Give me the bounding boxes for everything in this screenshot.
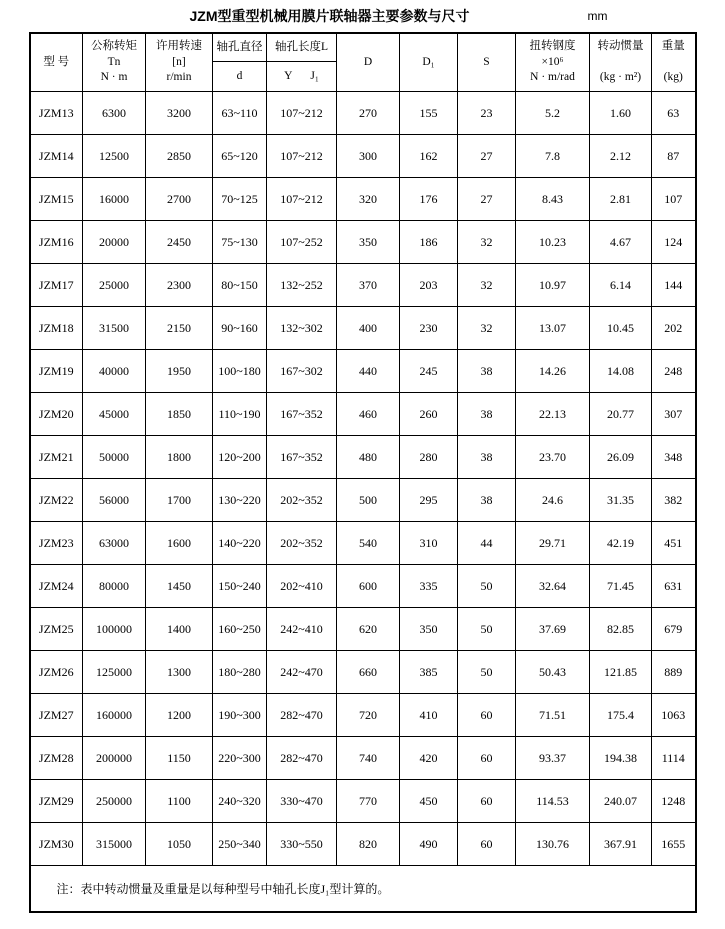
value-cell: 200000 [83, 737, 146, 780]
value-cell: 720 [337, 694, 400, 737]
value-cell: 50 [458, 651, 516, 694]
value-cell: 1600 [146, 522, 213, 565]
value-cell: 220~300 [213, 737, 267, 780]
value-cell: 245 [400, 350, 458, 393]
value-cell: 32 [458, 307, 516, 350]
value-cell: 186 [400, 221, 458, 264]
value-cell: 400 [337, 307, 400, 350]
value-cell: 32 [458, 221, 516, 264]
value-cell: 620 [337, 608, 400, 651]
header-line: Y [284, 69, 293, 82]
table-row [30, 780, 696, 823]
value-cell: 348 [652, 436, 696, 479]
table-row [30, 92, 696, 135]
value-cell: 31.35 [590, 479, 652, 522]
value-cell: 80000 [83, 565, 146, 608]
table-row [30, 479, 696, 522]
model-cell: JZM20 [30, 393, 83, 436]
value-cell: 1700 [146, 479, 213, 522]
value-cell: 2850 [146, 135, 213, 178]
title-row [30, 6, 696, 30]
header-line: N · m/rad [530, 71, 575, 84]
value-cell: 60 [458, 823, 516, 866]
value-cell: 42.19 [590, 522, 652, 565]
col-header-weight [652, 33, 696, 92]
value-cell: 450 [400, 780, 458, 823]
model-cell: JZM16 [30, 221, 83, 264]
value-cell: 93.37 [516, 737, 590, 780]
model-cell: JZM17 [30, 264, 83, 307]
value-cell: 175.4 [590, 694, 652, 737]
model-cell: JZM27 [30, 694, 83, 737]
value-cell: 330~470 [267, 780, 337, 823]
value-cell: 1450 [146, 565, 213, 608]
header-line: D [363, 55, 373, 68]
value-cell: 1150 [146, 737, 213, 780]
parameters-table [29, 32, 697, 913]
model-cell: JZM15 [30, 178, 83, 221]
value-cell: 315000 [83, 823, 146, 866]
value-cell: 180~280 [213, 651, 267, 694]
value-cell: 160000 [83, 694, 146, 737]
value-cell: 335 [400, 565, 458, 608]
value-cell: 70~125 [213, 178, 267, 221]
value-cell: 107 [652, 178, 696, 221]
value-cell: 679 [652, 608, 696, 651]
value-cell: 60 [458, 737, 516, 780]
table-row [30, 823, 696, 866]
value-cell: 27 [458, 178, 516, 221]
value-cell: 13.07 [516, 307, 590, 350]
value-cell: 56000 [83, 479, 146, 522]
value-cell: 190~300 [213, 694, 267, 737]
value-cell: 87 [652, 135, 696, 178]
header-line: [n] [172, 55, 186, 68]
header-line: Tn [107, 55, 121, 68]
value-cell: 107~212 [267, 92, 337, 135]
table-row [30, 307, 696, 350]
header-line: 转动惯量 [597, 40, 644, 53]
value-cell: 230 [400, 307, 458, 350]
value-cell: 248 [652, 350, 696, 393]
table-row [30, 694, 696, 737]
value-cell: 240~320 [213, 780, 267, 823]
table-row [30, 565, 696, 608]
value-cell: 144 [652, 264, 696, 307]
value-cell: 90~160 [213, 307, 267, 350]
value-cell: 320 [337, 178, 400, 221]
value-cell: 282~470 [267, 737, 337, 780]
page-title: JZM型重型机械用膜片联轴器主要参数与尺寸 [189, 8, 470, 24]
col-header-inertia [590, 33, 652, 92]
value-cell: 820 [337, 823, 400, 866]
value-cell: 770 [337, 780, 400, 823]
header-line: ×10⁶ [541, 55, 564, 68]
value-cell: 40000 [83, 350, 146, 393]
value-cell: 75~130 [213, 221, 267, 264]
table-row [30, 651, 696, 694]
header-line: (kg) [663, 71, 683, 84]
value-cell: 132~302 [267, 307, 337, 350]
value-cell: 1248 [652, 780, 696, 823]
value-cell: 150~240 [213, 565, 267, 608]
table-row [30, 393, 696, 436]
header-line: N · m [100, 71, 128, 84]
value-cell: 100000 [83, 608, 146, 651]
value-cell: 132~252 [267, 264, 337, 307]
header-line: (kg · m²) [599, 71, 642, 84]
value-cell: 1200 [146, 694, 213, 737]
header-line: d [236, 69, 243, 82]
table-row [30, 522, 696, 565]
value-cell: 71.51 [516, 694, 590, 737]
value-cell: 121.85 [590, 651, 652, 694]
col-header-torque [83, 33, 146, 92]
value-cell: 31500 [83, 307, 146, 350]
table-row [30, 264, 696, 307]
value-cell: 155 [400, 92, 458, 135]
value-cell: 382 [652, 479, 696, 522]
value-cell: 23.70 [516, 436, 590, 479]
value-cell: 20.77 [590, 393, 652, 436]
table-row [30, 608, 696, 651]
col-header-D [337, 33, 400, 92]
value-cell: 32.64 [516, 565, 590, 608]
value-cell: 107~252 [267, 221, 337, 264]
model-cell: JZM22 [30, 479, 83, 522]
table-row [30, 221, 696, 264]
value-cell: 167~352 [267, 393, 337, 436]
value-cell: 44 [458, 522, 516, 565]
value-cell: 63~110 [213, 92, 267, 135]
value-cell: 1850 [146, 393, 213, 436]
header-line: 型 号 [43, 55, 70, 68]
col-subheader-y-j1 [267, 62, 337, 92]
value-cell: 82.85 [590, 608, 652, 651]
header-line: 公称转矩 [91, 40, 137, 53]
value-cell: 2450 [146, 221, 213, 264]
col-header-bore-length [267, 33, 337, 62]
value-cell: 295 [400, 479, 458, 522]
value-cell: 50 [458, 565, 516, 608]
value-cell: 29.71 [516, 522, 590, 565]
value-cell: 60 [458, 780, 516, 823]
value-cell: 370 [337, 264, 400, 307]
value-cell: 14.26 [516, 350, 590, 393]
model-cell: JZM23 [30, 522, 83, 565]
value-cell: 10.45 [590, 307, 652, 350]
value-cell: 23 [458, 92, 516, 135]
header-line: S [483, 55, 490, 68]
value-cell: 38 [458, 479, 516, 522]
value-cell: 440 [337, 350, 400, 393]
value-cell: 350 [400, 608, 458, 651]
value-cell: 240.07 [590, 780, 652, 823]
value-cell: 350 [337, 221, 400, 264]
header-line: 许用转速 [156, 40, 202, 53]
value-cell: 26.09 [590, 436, 652, 479]
value-cell: 37.69 [516, 608, 590, 651]
value-cell: 460 [337, 393, 400, 436]
value-cell: 8.43 [516, 178, 590, 221]
table-row [30, 135, 696, 178]
value-cell: 4.67 [590, 221, 652, 264]
model-cell: JZM30 [30, 823, 83, 866]
model-cell: JZM13 [30, 92, 83, 135]
table-row [30, 178, 696, 221]
value-cell: 203 [400, 264, 458, 307]
value-cell: 600 [337, 565, 400, 608]
table-note: 注：表中转动惯量及重量是以每种型号中轴孔长度J₁型计算的。 [30, 866, 696, 913]
value-cell: 107~212 [267, 178, 337, 221]
value-cell: 202 [652, 307, 696, 350]
value-cell: 330~550 [267, 823, 337, 866]
value-cell: 160~250 [213, 608, 267, 651]
header-line: 扭转钢度 [529, 40, 576, 53]
model-cell: JZM24 [30, 565, 83, 608]
value-cell: 25000 [83, 264, 146, 307]
value-cell: 20000 [83, 221, 146, 264]
value-cell: 50 [458, 608, 516, 651]
value-cell: 270 [337, 92, 400, 135]
value-cell: 176 [400, 178, 458, 221]
value-cell: 27 [458, 135, 516, 178]
header-line [590, 55, 651, 71]
value-cell: 451 [652, 522, 696, 565]
table-footer [30, 866, 696, 913]
value-cell: 6.14 [590, 264, 652, 307]
value-cell: 310 [400, 522, 458, 565]
value-cell: 385 [400, 651, 458, 694]
value-cell: 242~470 [267, 651, 337, 694]
value-cell: 250~340 [213, 823, 267, 866]
value-cell: 130~220 [213, 479, 267, 522]
value-cell: 167~302 [267, 350, 337, 393]
model-cell: JZM18 [30, 307, 83, 350]
value-cell: 1400 [146, 608, 213, 651]
table-row [30, 350, 696, 393]
value-cell: 22.13 [516, 393, 590, 436]
value-cell: 540 [337, 522, 400, 565]
col-header-model [30, 33, 83, 92]
value-cell: 2300 [146, 264, 213, 307]
value-cell: 1655 [652, 823, 696, 866]
value-cell: 10.97 [516, 264, 590, 307]
col-header-bore-diameter [213, 33, 267, 62]
value-cell: 110~190 [213, 393, 267, 436]
value-cell: 889 [652, 651, 696, 694]
value-cell: 38 [458, 393, 516, 436]
value-cell: 202~352 [267, 522, 337, 565]
value-cell: 367.91 [590, 823, 652, 866]
value-cell: 194.38 [590, 737, 652, 780]
value-cell: 10.23 [516, 221, 590, 264]
value-cell: 2.81 [590, 178, 652, 221]
model-cell: JZM14 [30, 135, 83, 178]
value-cell: 307 [652, 393, 696, 436]
col-subheader-d [213, 62, 267, 92]
value-cell: 60 [458, 694, 516, 737]
value-cell: 631 [652, 565, 696, 608]
unit-label: mm [587, 9, 608, 23]
header-line: 轴孔直径 [216, 40, 263, 53]
value-cell: 282~470 [267, 694, 337, 737]
value-cell: 3200 [146, 92, 213, 135]
value-cell: 80~150 [213, 264, 267, 307]
col-header-stiffness [516, 33, 590, 92]
value-cell: 120~200 [213, 436, 267, 479]
value-cell: 260 [400, 393, 458, 436]
value-cell: 2.12 [590, 135, 652, 178]
value-cell: 660 [337, 651, 400, 694]
value-cell: 280 [400, 436, 458, 479]
col-header-S [458, 33, 516, 92]
value-cell: 490 [400, 823, 458, 866]
header-line: D₁ [422, 55, 435, 68]
value-cell: 202~352 [267, 479, 337, 522]
model-cell: JZM21 [30, 436, 83, 479]
value-cell: 2700 [146, 178, 213, 221]
value-cell: 124 [652, 221, 696, 264]
header-line: 重量 [661, 40, 685, 53]
value-cell: 2150 [146, 307, 213, 350]
value-cell: 63 [652, 92, 696, 135]
value-cell: 7.8 [516, 135, 590, 178]
value-cell: 32 [458, 264, 516, 307]
value-cell: 16000 [83, 178, 146, 221]
model-cell: JZM28 [30, 737, 83, 780]
value-cell: 107~212 [267, 135, 337, 178]
value-cell: 63000 [83, 522, 146, 565]
value-cell: 6300 [83, 92, 146, 135]
value-cell: 45000 [83, 393, 146, 436]
header-line: J₁ [310, 69, 319, 82]
value-cell: 100~180 [213, 350, 267, 393]
value-cell: 202~410 [267, 565, 337, 608]
model-cell: JZM26 [30, 651, 83, 694]
value-cell: 740 [337, 737, 400, 780]
col-header-D1 [400, 33, 458, 92]
value-cell: 14.08 [590, 350, 652, 393]
value-cell: 1100 [146, 780, 213, 823]
value-cell: 1.60 [590, 92, 652, 135]
value-cell: 500 [337, 479, 400, 522]
value-cell: 38 [458, 436, 516, 479]
value-cell: 162 [400, 135, 458, 178]
value-cell: 242~410 [267, 608, 337, 651]
value-cell: 480 [337, 436, 400, 479]
value-cell: 5.2 [516, 92, 590, 135]
header-line: 轴孔长度L [274, 40, 329, 53]
model-cell: JZM19 [30, 350, 83, 393]
table-row [30, 737, 696, 780]
value-cell: 420 [400, 737, 458, 780]
value-cell: 1114 [652, 737, 696, 780]
table-header [30, 33, 696, 92]
value-cell: 410 [400, 694, 458, 737]
value-cell: 1950 [146, 350, 213, 393]
value-cell: 167~352 [267, 436, 337, 479]
value-cell: 12500 [83, 135, 146, 178]
header-line [652, 55, 695, 71]
col-header-speed [146, 33, 213, 92]
value-cell: 1800 [146, 436, 213, 479]
model-cell: JZM25 [30, 608, 83, 651]
value-cell: 50000 [83, 436, 146, 479]
value-cell: 140~220 [213, 522, 267, 565]
value-cell: 71.45 [590, 565, 652, 608]
value-cell: 1063 [652, 694, 696, 737]
table-body [30, 92, 696, 866]
value-cell: 125000 [83, 651, 146, 694]
value-cell: 50.43 [516, 651, 590, 694]
value-cell: 114.53 [516, 780, 590, 823]
table-row [30, 436, 696, 479]
value-cell: 250000 [83, 780, 146, 823]
value-cell: 65~120 [213, 135, 267, 178]
value-cell: 1050 [146, 823, 213, 866]
model-cell: JZM29 [30, 780, 83, 823]
value-cell: 300 [337, 135, 400, 178]
value-cell: 1300 [146, 651, 213, 694]
value-cell: 24.6 [516, 479, 590, 522]
value-cell: 130.76 [516, 823, 590, 866]
header-line: r/min [166, 71, 192, 84]
value-cell: 38 [458, 350, 516, 393]
